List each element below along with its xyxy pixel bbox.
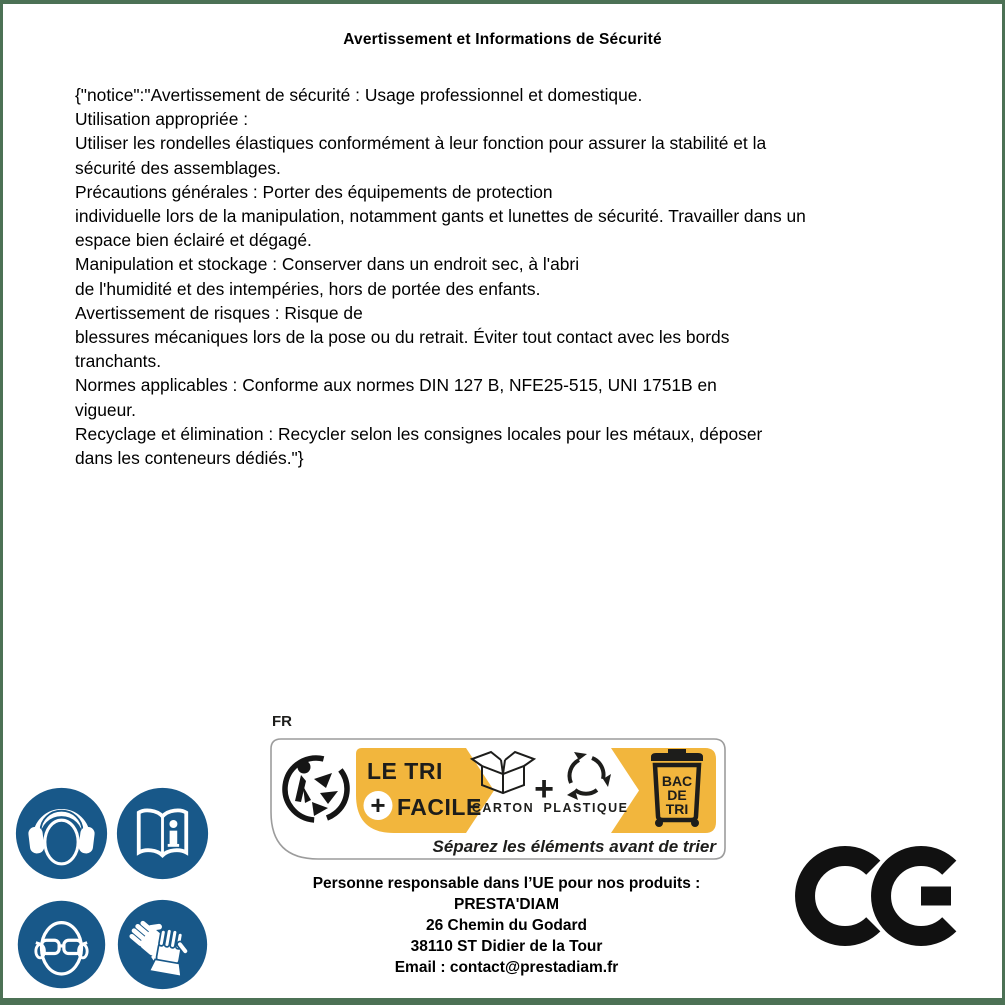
notice-line: de l'humidité et des intempéries, hors de portée des enfants.	[75, 278, 541, 299]
info-tri-label	[270, 738, 726, 860]
notice-line: Manipulation et stockage : Conserver dans un endroit sec, à l'abri	[75, 254, 580, 275]
headline-line1: LE TRI	[367, 758, 443, 784]
notice-line: individuelle lors de la manipulation, notamment gants et lunettes de sécurité. Travailler dans un	[75, 206, 806, 227]
notice-line: Précautions générales : Porter des équipements de protection	[75, 181, 553, 202]
notice-line: Utiliser les rondelles élastiques conformément à leur fonction pour assurer la stabilité et la	[75, 133, 767, 154]
notice-line: Utilisation appropriée :	[75, 109, 249, 130]
eye-protection-icon	[14, 897, 109, 992]
notice-line: vigueur.	[75, 399, 136, 420]
responsible-party-line: 38110 ST Didier de la Tour	[410, 938, 603, 955]
page-title: Avertissement et Informations de Sécurité	[343, 31, 662, 48]
read-manual-icon	[115, 786, 210, 881]
responsible-party-block	[243, 873, 770, 978]
hand-protection-icon	[115, 897, 210, 992]
notice-line: {"notice":"Avertissement de sécurité : Usage professionnel et domestique.	[75, 85, 643, 105]
country-code: FR	[272, 713, 292, 730]
responsible-party-line: PRESTA'DIAM	[453, 896, 559, 913]
notice-line: Normes applicables : Conforme aux normes DIN 127 B, NFE25-515, UNI 1751B en	[75, 375, 717, 396]
bin-label-line2: DE	[667, 787, 687, 803]
notice-line: tranchants.	[75, 351, 162, 372]
responsible-party-line: 26 Chemin du Godard	[425, 917, 588, 934]
notice-line: blessures mécaniques lors de la pose ou du retrait. Éviter tout contact avec les bords	[75, 327, 730, 348]
responsible-party-line: Personne responsable dans l’UE pour nos produits :	[312, 875, 701, 892]
notice-line: espace bien éclairé et dégagé.	[75, 230, 312, 251]
headline-plus: +	[370, 790, 386, 820]
responsible-party-line: Email : contact@prestadiam.fr	[394, 959, 619, 976]
material-plastique-label: PLASTIQUE	[543, 801, 629, 815]
notice-line: sécurité des assemblages.	[75, 157, 281, 178]
bin-label-line1: BAC	[661, 773, 693, 789]
materials-separator: +	[534, 770, 554, 808]
notice-line: Avertissement de risques : Risque de	[75, 302, 363, 323]
ce-marking-logo	[795, 846, 965, 946]
headline-line2: FACILE	[397, 794, 482, 820]
notice-line: Recyclage et élimination : Recycler selon les consignes locales pour les métaux, déposer	[75, 423, 763, 444]
label-tagline: Séparez les éléments avant de trier	[432, 837, 716, 856]
material-carton-label: CARTON	[471, 801, 535, 815]
notice-text	[75, 83, 927, 470]
notice-line: dans les conteneurs dédiés."}	[75, 448, 304, 469]
ear-protection-icon	[14, 786, 109, 881]
mandatory-icons	[14, 786, 210, 992]
bin-label-line3: TRI	[665, 801, 689, 817]
